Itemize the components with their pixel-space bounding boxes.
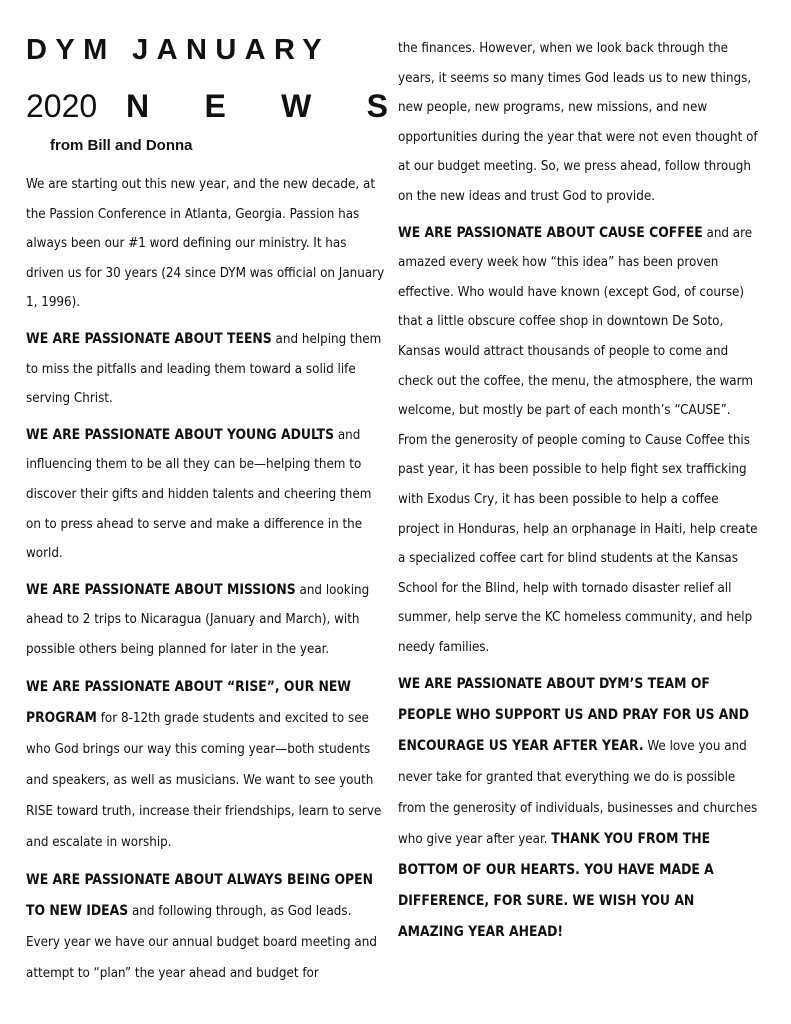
young-adults-paragraph	[26, 421, 388, 569]
team-paragraph	[398, 669, 762, 948]
left-column	[26, 170, 388, 996]
newsletter-subtitle	[26, 84, 390, 128]
teens-heading: WE ARE PASSIONATE ABOUT TEENS	[26, 330, 272, 347]
coffee-text: and are amazed every week how “this idea” has been proven effective. Who would have known (except God, of course) that a little obscure coffee shop in downtown De Soto, Kansas would attract thousands of people to come and check out the coffee, the menu, the atmosphere, the warm welcome, but mostly be part of each month’s “CAUSE”. From the generosity of people coming to Cause Coffee this past year, it has been possible to help fight sex trafficking with Exodus Cry, it has been possible to help a coffee project in Honduras, help an orphanage in Haiti, help create a specialized coffee cart for blind students at the Kansas School for the Blind, help with tornado disaster relief all summer, help serve the KC homeless community, and help needy families.	[398, 225, 758, 655]
right-column	[398, 34, 762, 955]
coffee-paragraph	[398, 219, 762, 663]
teens-text: and helping them to miss the pitfalls and leading them toward a solid life serving Christ.	[26, 331, 382, 407]
ideas-paragraph	[26, 865, 388, 989]
team-heading: WE ARE PASSIONATE ABOUT DYM’S TEAM OF PEOPLE WHO SUPPORT US AND PRAY FOR US AND ENCOURAGE US YEAR AFTER YEAR.	[398, 676, 750, 755]
title-year: 2020	[26, 88, 98, 124]
newsletter-title: DYM JANUARY	[26, 34, 331, 66]
news-letter-n: N	[126, 88, 150, 124]
news-letter-w: W	[281, 88, 312, 124]
coffee-heading: WE ARE PASSIONATE ABOUT CAUSE COFFEE	[398, 224, 703, 241]
teens-paragraph	[26, 325, 388, 414]
young-adults-text: and influencing them to be all they can be—helping them to discover their gifts and hidden talents and cheering them on to press ahead to serve and make a difference in the world.	[26, 427, 372, 562]
missions-paragraph	[26, 576, 388, 665]
team-text: We love you and never take for granted that everything we do is possible from the generosity of individuals, businesses and churches who give year after year.	[398, 739, 758, 848]
rise-heading: WE ARE PASSIONATE ABOUT “RISE”, OUR NEW PROGRAM	[26, 678, 352, 726]
closing-text: THANK YOU FROM THE BOTTOM OF OUR HEARTS. YOU HAVE MADE A DIFFERENCE, FOR SURE. WE WISH YOU AN AMAZING YEAR AHEAD!	[398, 831, 714, 941]
ideas-heading: WE ARE PASSIONATE ABOUT ALWAYS BEING OPEN TO NEW IDEAS	[26, 871, 374, 919]
title-news	[126, 84, 388, 128]
rise-paragraph	[26, 672, 388, 858]
intro-paragraph: We are starting out this new year, and the new decade, at the Passion Conference in Atlanta, Georgia. Passion has always been our #1 word defining our ministry. It has driven us for 30 years (24 since DYM was official on January 1, 1996).	[26, 177, 385, 311]
news-letter-e: E	[204, 88, 226, 124]
continued-paragraph: the finances. However, when we look back through the years, it seems so many times God leads us to new things, new people, new programs, new missions, and new opportunities during the year that were not even thought of at our budget meeting. So, we press ahead, follow through on the new ideas and trust God to provide.	[398, 41, 758, 204]
news-letter-s: S	[366, 88, 388, 124]
rise-text: for 8-12th grade students and excited to see who God brings our way this coming year—both students and speakers, as well as musicians. We want to see youth RISE toward truth, increase their friendships, learn to serve and escalate in worship.	[26, 710, 382, 850]
missions-text: and looking ahead to 2 trips to Nicaragua (January and March), with possible others being planned for later in the year.	[26, 582, 370, 657]
ideas-text: and following through, as God leads. Every year we have our annual budget board meeting and attempt to “plan” the year ahead and budget for	[26, 903, 377, 981]
missions-heading: WE ARE PASSIONATE ABOUT MISSIONS	[26, 581, 296, 598]
young-adults-heading: WE ARE PASSIONATE ABOUT YOUNG ADULTS	[26, 426, 335, 443]
byline: from Bill and Donna	[50, 137, 193, 154]
